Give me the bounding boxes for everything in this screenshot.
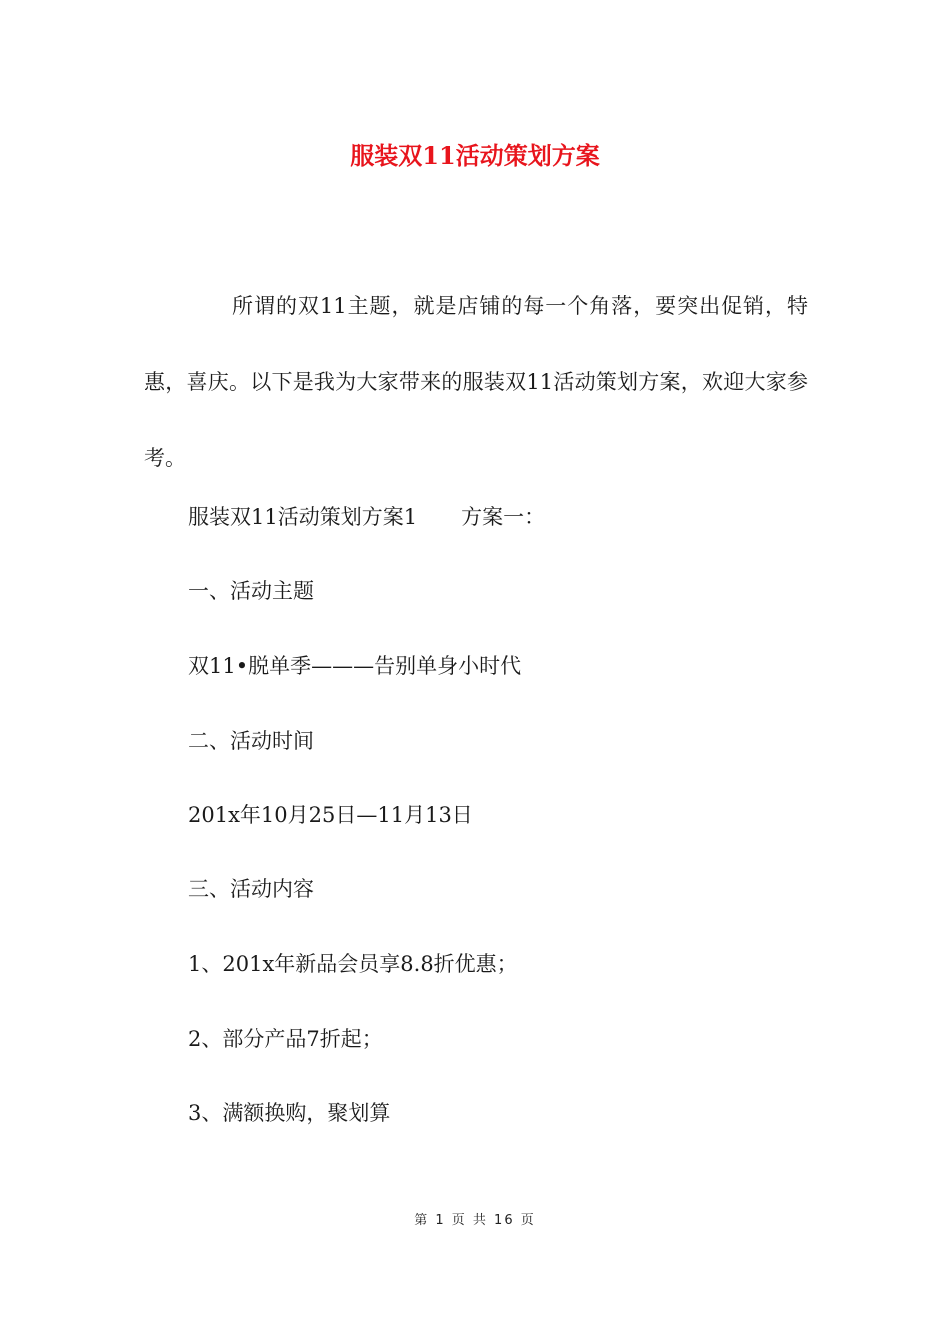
intro-paragraph: 所谓的双11主题，就是店铺的每一个角落，要突出促销，特惠，喜庆。以下是我为大家带来的服装双11活动策划方案，欢迎大家参考。 <box>144 294 808 470</box>
line-activity-theme-heading: 一、活动主题 <box>188 579 314 603</box>
page-footer: 第 1 页 共 16 页 <box>414 1213 536 1228</box>
line-content-item-1: 1、201x年新品会员享8.8折优惠； <box>188 952 518 976</box>
line-activity-time: 201x年10月25日—11月13日 <box>188 803 473 827</box>
line-activity-theme: 双11•脱单季———告别单身小时代 <box>188 654 522 678</box>
section-heading-line <box>188 502 545 532</box>
line-activity-content-heading: 三、活动内容 <box>188 877 314 901</box>
plan-label: 方案一： <box>461 505 546 529</box>
section-heading: 服装双11活动策划方案1 <box>188 505 418 529</box>
document-title: 服装双11活动策划方案 <box>350 141 600 170</box>
line-content-item-3: 3、满额换购，聚划算 <box>188 1101 391 1125</box>
line-activity-time-heading: 二、活动时间 <box>188 729 314 753</box>
line-content-item-2: 2、部分产品7折起； <box>188 1027 383 1051</box>
